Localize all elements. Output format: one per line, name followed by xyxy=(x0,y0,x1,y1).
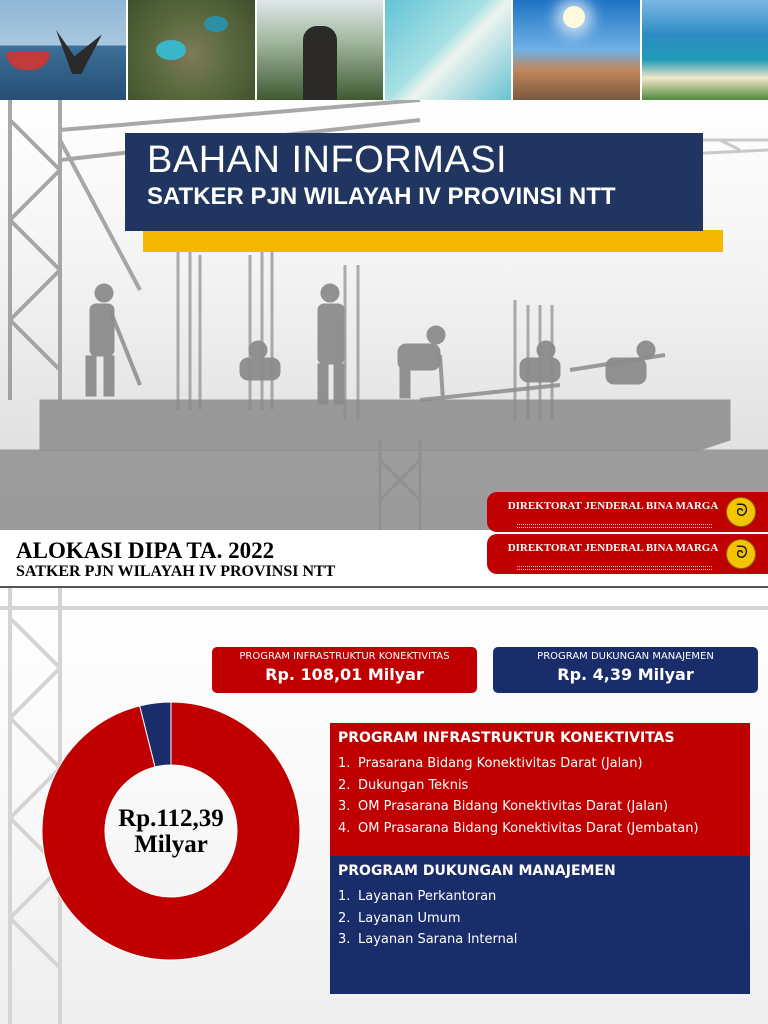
banner-subline-illegible xyxy=(517,524,712,528)
whale-tail-shape xyxy=(56,30,102,74)
page-title: BAHAN INFORMASI xyxy=(147,139,508,181)
program-infra-panel-title: PROGRAM INFRASTRUKTUR KONEKTIVITAS xyxy=(338,730,675,746)
photo-whale-hunting xyxy=(0,0,126,100)
list-item xyxy=(338,818,699,840)
statue-figure-shape xyxy=(303,26,337,100)
program-manajemen-panel xyxy=(330,856,750,994)
donut-total xyxy=(96,806,246,858)
program-infra-label: PROGRAM INFRASTRUKTUR KONEKTIVITAS xyxy=(239,651,450,662)
list-item xyxy=(338,908,517,930)
title-accent-bar xyxy=(143,230,723,252)
program-manajemen-panel-title: PROGRAM DUKUNGAN MANAJEMEN xyxy=(338,863,616,879)
lake-shape xyxy=(204,16,228,32)
djbm-banner xyxy=(487,492,768,532)
program-infra-panel xyxy=(330,723,750,856)
boat-shape xyxy=(6,52,50,70)
sun-shape xyxy=(563,6,585,28)
program-infra-value: Rp. 108,01 Milyar xyxy=(265,665,424,684)
program-manajemen-value-box xyxy=(493,647,758,693)
list-item-number: 2. xyxy=(338,777,351,793)
section-divider xyxy=(0,586,768,588)
list-item-text: OM Prasarana Bidang Konektivitas Darat (Jalan) xyxy=(358,799,669,814)
photo-sandbar xyxy=(383,0,511,100)
bina-marga-emblem-icon: ᘐ xyxy=(726,497,756,527)
photo-crater-lakes xyxy=(126,0,254,100)
photo-rock-garden xyxy=(511,0,639,100)
banner-text: DIREKTORAT JENDERAL BINA MARGA xyxy=(507,542,719,554)
bina-marga-emblem-icon: ᘐ xyxy=(726,539,756,569)
program-manajemen-label: PROGRAM DUKUNGAN MANAJEMEN xyxy=(537,651,714,662)
donut-total-amount: Rp.112,39 xyxy=(118,805,224,832)
list-item-number: 2. xyxy=(338,910,351,926)
list-item-text: Layanan Umum xyxy=(358,910,461,926)
list-item-number: 4. xyxy=(338,820,351,836)
list-item xyxy=(338,753,699,775)
photo-strip xyxy=(0,0,768,100)
list-item-text: Layanan Perkantoran xyxy=(358,889,497,904)
section-subtitle: SATKER PJN WILAYAH IV PROVINSI NTT xyxy=(16,563,336,580)
list-item-number: 1. xyxy=(338,756,351,771)
title-box xyxy=(125,133,703,231)
lake-shape xyxy=(156,40,186,60)
donut-total-unit: Milyar xyxy=(134,831,208,858)
list-item xyxy=(338,886,517,908)
banner-subline-illegible xyxy=(517,566,712,570)
photo-beach-bay xyxy=(640,0,768,100)
djbm-banner xyxy=(487,534,768,574)
list-item-number: 3. xyxy=(338,799,351,814)
hero-construction-image xyxy=(0,100,768,530)
list-item xyxy=(338,775,699,797)
program-manajemen-list xyxy=(338,886,517,951)
program-infra-list xyxy=(338,753,699,839)
page-subtitle: SATKER PJN WILAYAH IV PROVINSI NTT xyxy=(147,183,616,210)
list-item xyxy=(338,796,699,818)
list-item-text: Dukungan Teknis xyxy=(358,777,469,793)
list-item xyxy=(338,929,517,951)
list-item-number: 3. xyxy=(338,932,351,947)
list-item-text: OM Prasarana Bidang Konektivitas Darat (Jembatan) xyxy=(358,820,699,836)
banner-text: DIREKTORAT JENDERAL BINA MARGA xyxy=(507,500,719,512)
section-title: ALOKASI DIPA TA. 2022 xyxy=(16,538,275,563)
list-item-number: 1. xyxy=(338,889,351,904)
list-item-text: Layanan Sarana Internal xyxy=(358,932,518,947)
program-infra-value-box xyxy=(212,647,477,693)
program-manajemen-value: Rp. 4,39 Milyar xyxy=(557,665,694,684)
list-item-text: Prasarana Bidang Konektivitas Darat (Jalan) xyxy=(358,756,643,771)
photo-statue xyxy=(255,0,383,100)
